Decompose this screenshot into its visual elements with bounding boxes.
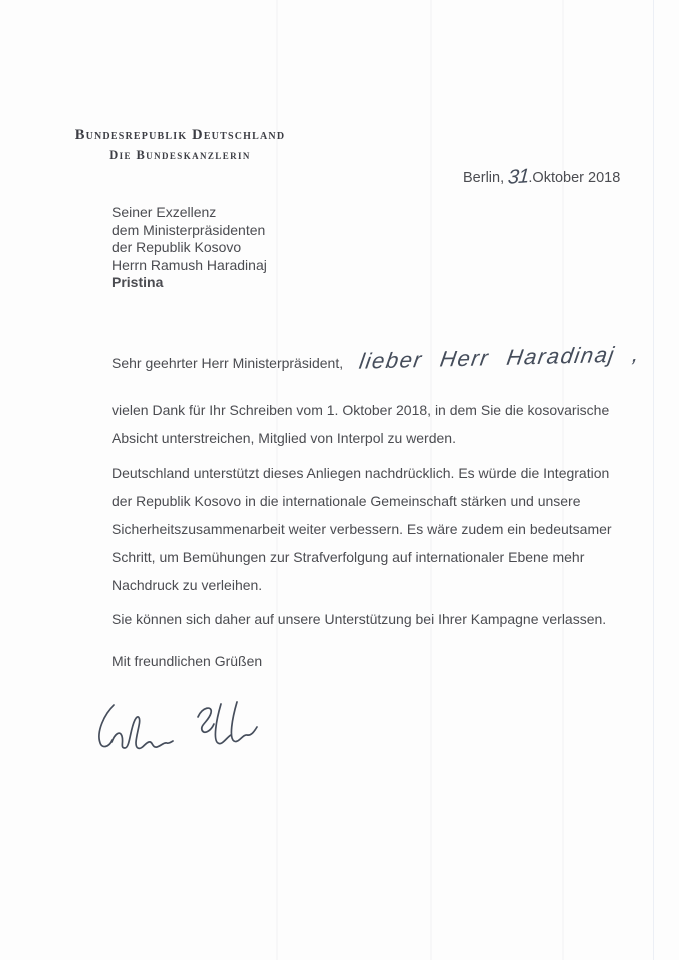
body-line: Sicherheitszusammenarbeit weiter verbessern. Es wäre zudem ein bedeutsamer xyxy=(112,521,612,537)
recipient-line: der Republik Kosovo xyxy=(112,239,242,256)
letterhead-office: Die Bundeskanzlerin xyxy=(109,148,251,162)
scan-artifact-streak xyxy=(653,0,654,960)
recipient-address xyxy=(112,204,267,292)
body-line: Nachdruck zu verleihen. xyxy=(112,577,263,593)
dateline xyxy=(463,165,620,189)
dateline-city: Berlin, xyxy=(463,170,509,186)
recipient-line: Seiner Exzellenz xyxy=(112,204,217,220)
letterhead xyxy=(62,128,298,162)
handwritten-salutation: lieber Herr Haradinaj , xyxy=(357,341,642,374)
body-line: Absicht unterstreichen, Mitglied von Interpol zu werden. xyxy=(112,430,456,446)
recipient-line: Herrn Ramush Haradinaj xyxy=(112,256,267,273)
handwritten-day: 31 xyxy=(507,165,530,189)
body-line: Sie können sich daher auf unsere Unterstützung bei Ihrer Kampagne verlassen. xyxy=(112,611,607,627)
body-paragraph-1 xyxy=(112,396,609,452)
chancellor-signature xyxy=(88,696,260,774)
body-paragraph-2 xyxy=(112,459,612,599)
body-line: der Republik Kosovo in die internationale Gemeinschaft stärken und unsere xyxy=(112,493,581,509)
body-paragraph-3 xyxy=(112,605,606,633)
letterhead-country: Bundesrepublik Deutschland xyxy=(74,127,286,143)
recipient-city: Pristina xyxy=(112,274,164,291)
body-line: vielen Dank für Ihr Schreiben vom 1. Oktober 2018, in dem Sie die kosovarische xyxy=(112,402,610,418)
recipient-line: dem Ministerpräsidenten xyxy=(112,221,266,238)
closing-formula: Mit freundlichen Grüßen xyxy=(112,653,263,669)
dateline-month-year: .Oktober 2018 xyxy=(528,170,621,186)
salutation-typed: Sehr geehrter Herr Ministerpräsident, xyxy=(112,355,344,371)
body-line: Deutschland unterstützt dieses Anliegen nachdrücklich. Es würde die Integration xyxy=(112,465,610,481)
body-line: Schritt, um Bemühungen zur Strafverfolgung auf internationaler Ebene mehr xyxy=(112,549,585,565)
salutation xyxy=(112,341,642,374)
